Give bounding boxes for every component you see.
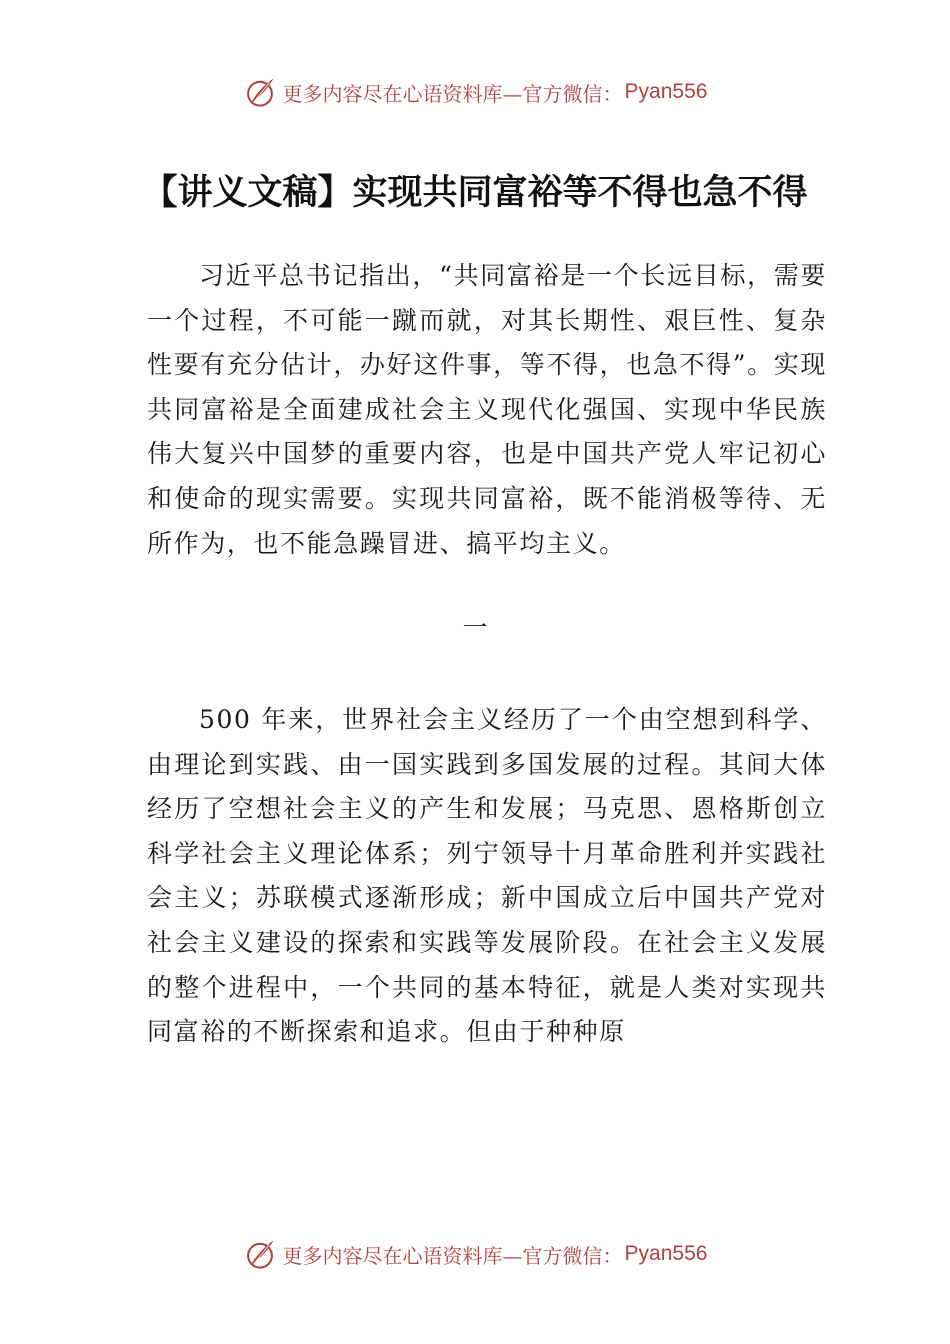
watermark-code: Pyan556	[624, 1242, 708, 1265]
feather-logo-icon	[243, 1237, 277, 1271]
paragraph-body: 500 年来，世界社会主义经历了一个由空想到科学、由理论到实践、由一国实践到多国发展的过程。其间大体经历了空想社会主义的产生和发展；马克思、恩格斯创立科学社会主义理论体系；列宁领导十月革命胜利并实践社会主义；苏联模式逐渐形成；新中国成立后中国共产党对社会主义建设的探索和实践等发展阶段。在社会主义发展的整个进程中，一个共同的基本特征，就是人类对实现共同富裕的不断探索和追求。但由于种种原	[147, 705, 827, 1047]
watermark-text: 更多内容尽在心语资料库—官方微信：	[282, 81, 623, 106]
footer-watermark	[0, 1234, 950, 1274]
header-watermark	[0, 72, 950, 112]
watermark-code: Pyan556	[624, 80, 708, 103]
document-title: 【讲义文稿】实现共同富裕等不得也急不得	[142, 173, 808, 213]
feather-logo-icon	[243, 75, 277, 109]
paragraph-intro: 习近平总书记指出，“共同富裕是一个长远目标，需要一个过程，不可能一蹴而就，对其长期性、艰巨性、复杂性要有充分估计，办好这件事，等不得，也急不得”。实现共同富裕是全面建成社会主义现代化强国、实现中华民族伟大复兴中国梦的重要内容，也是中国共产党人牢记初心和使命的现实需要。实现共同富裕，既不能消极等待、无所作为，也不能急躁冒进、搞平均主义。	[147, 261, 827, 558]
watermark-text: 更多内容尽在心语资料库—官方微信：	[282, 1243, 623, 1268]
section-heading: 一	[462, 613, 488, 642]
